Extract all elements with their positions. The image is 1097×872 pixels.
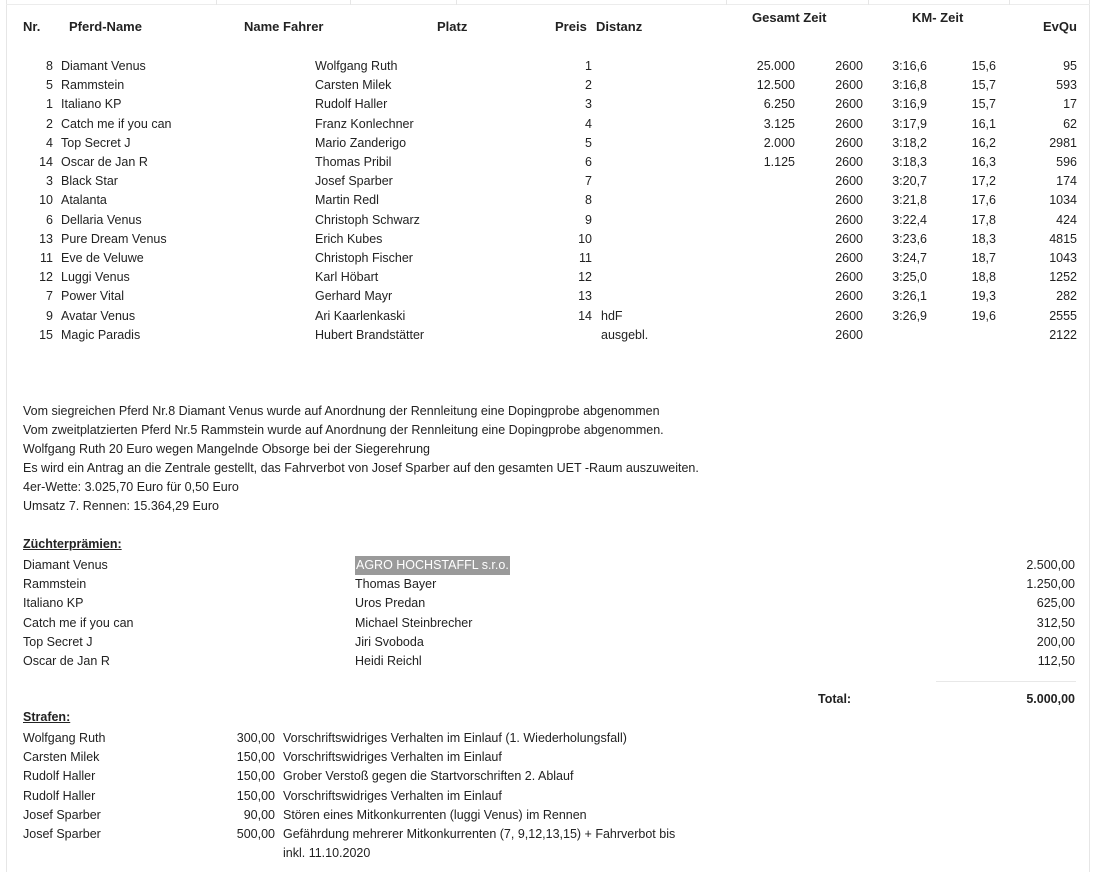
distance: 2600 bbox=[835, 231, 863, 246]
horse-number: 11 bbox=[40, 251, 53, 265]
table-row bbox=[0, 268, 1097, 287]
place: 12 bbox=[578, 270, 592, 285]
distance: 2600 bbox=[835, 251, 863, 265]
table-row bbox=[0, 134, 1097, 153]
total-time: 3:16,6 bbox=[892, 59, 927, 73]
driver-name: Franz Konlechner bbox=[315, 116, 414, 131]
distance: 2600 bbox=[835, 270, 863, 285]
breeder-row bbox=[0, 614, 1097, 633]
km-time: 18,7 bbox=[971, 251, 996, 265]
prize bbox=[715, 268, 795, 287]
evqu: 1034 bbox=[1049, 193, 1077, 208]
horse-number: 12 bbox=[39, 270, 53, 285]
header-evqu: EvQu bbox=[1043, 19, 1077, 34]
breeder-row bbox=[0, 556, 1097, 575]
horse-name: Black Star bbox=[61, 174, 118, 189]
horse-number: 15 bbox=[39, 327, 53, 342]
driver-name: Rudolf Haller bbox=[315, 97, 388, 112]
prize: 12.500 bbox=[756, 78, 795, 93]
prize bbox=[715, 230, 795, 249]
driver-name: Thomas Pribil bbox=[315, 155, 392, 169]
place: 10 bbox=[578, 231, 592, 246]
km-time: 19,3 bbox=[971, 289, 996, 304]
penalty-row bbox=[0, 729, 1097, 748]
breeder-amount: 200,00 bbox=[1036, 634, 1075, 649]
table-row bbox=[0, 211, 1097, 230]
breeder-horse: Oscar de Jan R bbox=[23, 654, 110, 668]
status-note: ausgebl. bbox=[601, 327, 649, 342]
driver-name: Christoph Fischer bbox=[315, 251, 413, 265]
column-tick bbox=[216, 0, 217, 5]
penalties-title: Strafen: bbox=[23, 710, 71, 724]
breeder-row bbox=[0, 652, 1097, 671]
penalty-row bbox=[0, 767, 1097, 786]
distance: 2600 bbox=[835, 308, 863, 323]
prize: 6.250 bbox=[763, 97, 795, 112]
total-time: 3:22,4 bbox=[892, 212, 927, 227]
penalty-driver: Rudolf Haller bbox=[23, 769, 96, 784]
horse-number: 10 bbox=[39, 193, 53, 208]
column-tick bbox=[456, 0, 457, 5]
header-driver-name: Name Fahrer bbox=[244, 19, 324, 34]
total-time: 3:25,0 bbox=[892, 270, 927, 285]
horse-number: 4 bbox=[46, 135, 53, 150]
prize: 3.125 bbox=[763, 116, 795, 131]
penalty-driver: Wolfgang Ruth bbox=[23, 731, 106, 745]
km-time: 15,6 bbox=[971, 59, 996, 73]
horse-name: Dellaria Venus bbox=[61, 212, 142, 227]
horse-number: 13 bbox=[39, 231, 53, 246]
breeder-horse: Rammstein bbox=[23, 577, 87, 592]
driver-name: Karl Höbart bbox=[315, 270, 379, 285]
km-time: 17,8 bbox=[971, 212, 996, 227]
evqu: 17 bbox=[1063, 97, 1077, 112]
km-time: 17,6 bbox=[971, 193, 996, 208]
horse-name: Italiano KP bbox=[61, 97, 122, 112]
breeder-horse: Diamant Venus bbox=[23, 558, 108, 572]
horse-name: Pure Dream Venus bbox=[61, 231, 167, 246]
penalty-reason: Gefährdung mehrerer Mitkonkurrenten (7, 9,12,13,15) + Fahrverbot bis bbox=[283, 827, 676, 841]
place: 1 bbox=[585, 59, 592, 73]
breeder-row bbox=[0, 594, 1097, 613]
prize bbox=[715, 172, 795, 191]
horse-name: Power Vital bbox=[61, 289, 124, 304]
penalty-amount: 150,00 bbox=[236, 769, 275, 784]
table-row bbox=[0, 153, 1097, 172]
place bbox=[552, 326, 592, 345]
breeder-name: Michael Steinbrecher bbox=[355, 615, 473, 630]
evqu: 1252 bbox=[1049, 270, 1077, 285]
penalty-row bbox=[0, 748, 1097, 767]
distance: 2600 bbox=[835, 193, 863, 208]
total-time: 3:18,3 bbox=[892, 155, 927, 169]
horse-name: Magic Paradis bbox=[61, 327, 141, 342]
total-time: 3:26,1 bbox=[892, 289, 927, 304]
place: 7 bbox=[585, 174, 592, 189]
penalty-reason: Vorschriftswidriges Verhalten im Einlauf bbox=[283, 750, 502, 765]
horse-name: Avatar Venus bbox=[61, 308, 136, 323]
driver-name: Carsten Milek bbox=[315, 78, 392, 93]
place: 2 bbox=[585, 78, 592, 93]
table-row bbox=[0, 326, 1097, 345]
km-time: 15,7 bbox=[971, 97, 996, 112]
place: 4 bbox=[585, 116, 592, 131]
prize bbox=[715, 307, 795, 326]
evqu: 1043 bbox=[1049, 251, 1077, 265]
penalty-driver: Josef Sparber bbox=[23, 827, 101, 841]
table-row bbox=[0, 249, 1097, 268]
place: 6 bbox=[585, 155, 592, 169]
total-time: 3:24,7 bbox=[892, 251, 927, 265]
km-time: 16,3 bbox=[971, 155, 996, 169]
breeders-title: Züchterprämien: bbox=[23, 537, 122, 551]
driver-name: Martin Redl bbox=[315, 193, 379, 208]
status-note: hdF bbox=[601, 308, 623, 323]
header-horse-name: Pferd-Name bbox=[69, 19, 142, 34]
note-line: Wolfgang Ruth 20 Euro wegen Mangelnde Obsorge bei der Siegerehrung bbox=[23, 442, 430, 456]
evqu: 424 bbox=[1056, 212, 1077, 227]
distance: 2600 bbox=[835, 78, 863, 93]
header-place: Platz bbox=[437, 19, 468, 34]
driver-name: Hubert Brandstätter bbox=[315, 327, 425, 342]
distance: 2600 bbox=[835, 212, 863, 227]
total-time: 3:20,7 bbox=[892, 174, 927, 189]
penalty-driver: Carsten Milek bbox=[23, 750, 100, 765]
total-divider bbox=[936, 681, 1076, 682]
evqu: 2122 bbox=[1049, 327, 1077, 342]
total-time: 3:18,2 bbox=[892, 135, 927, 150]
distance: 2600 bbox=[835, 174, 863, 189]
horse-name: Rammstein bbox=[61, 78, 125, 93]
table-row bbox=[0, 172, 1097, 191]
header-km-time: KM- Zeit bbox=[912, 10, 964, 25]
note-line: Es wird ein Antrag an die Zentrale gestellt, das Fahrverbot von Josef Sparber auf den gesamten UET -Raum auszuweiten. bbox=[23, 461, 699, 475]
penalty-reason: Stören eines Mitkonkurrenten (luggi Venus) im Rennen bbox=[283, 807, 587, 822]
breeder-row bbox=[0, 633, 1097, 652]
table-row bbox=[0, 57, 1097, 76]
km-time: 19,6 bbox=[971, 308, 996, 323]
total-time: 3:23,6 bbox=[892, 231, 927, 246]
penalty-row bbox=[0, 825, 1097, 860]
place: 3 bbox=[585, 97, 592, 112]
horse-number: 1 bbox=[46, 97, 53, 112]
prize: 25.000 bbox=[756, 59, 795, 73]
prize bbox=[715, 287, 795, 306]
breeder-amount: 1.250,00 bbox=[1026, 577, 1075, 592]
breeder-name: Thomas Bayer bbox=[355, 577, 437, 592]
column-tick bbox=[726, 0, 727, 5]
penalty-amount: 300,00 bbox=[236, 731, 275, 745]
total-time: 3:21,8 bbox=[892, 193, 927, 208]
horse-name: Diamant Venus bbox=[61, 59, 146, 73]
evqu: 4815 bbox=[1049, 231, 1077, 246]
horse-name: Oscar de Jan R bbox=[61, 155, 148, 169]
breeder-name: Uros Predan bbox=[355, 596, 426, 611]
horse-name: Eve de Veluwe bbox=[61, 251, 144, 265]
km-time: 18,3 bbox=[971, 231, 996, 246]
place: 9 bbox=[585, 212, 592, 227]
distance: 2600 bbox=[835, 97, 863, 112]
breeder-amount: 2.500,00 bbox=[1026, 558, 1075, 572]
race-notes bbox=[23, 402, 699, 516]
breeder-name: Jiri Svoboda bbox=[355, 634, 424, 649]
column-tick bbox=[1009, 0, 1010, 5]
penalty-amount: 500,00 bbox=[236, 827, 275, 841]
distance: 2600 bbox=[835, 116, 863, 131]
breeder-horse: Top Secret J bbox=[23, 634, 93, 649]
driver-name: Wolfgang Ruth bbox=[315, 59, 398, 73]
total-time: 3:26,9 bbox=[892, 308, 927, 323]
penalty-amount: 150,00 bbox=[236, 788, 275, 803]
evqu: 593 bbox=[1056, 78, 1077, 93]
table-row bbox=[0, 287, 1097, 306]
evqu: 2981 bbox=[1049, 135, 1077, 150]
column-tick bbox=[868, 0, 869, 5]
horse-name: Catch me if you can bbox=[61, 116, 172, 131]
place: 5 bbox=[585, 135, 592, 150]
prize bbox=[715, 211, 795, 230]
header-prize: Preis bbox=[555, 19, 587, 34]
evqu: 282 bbox=[1056, 289, 1077, 304]
penalty-amount: 90,00 bbox=[243, 807, 275, 822]
table-row bbox=[0, 307, 1097, 326]
evqu: 596 bbox=[1056, 155, 1077, 169]
driver-name: Erich Kubes bbox=[315, 231, 383, 246]
table-row bbox=[0, 230, 1097, 249]
horse-number: 3 bbox=[46, 174, 53, 189]
horse-number: 8 bbox=[46, 59, 53, 73]
horse-name: Atalanta bbox=[61, 193, 107, 208]
note-line: Vom zweitplatzierten Pferd Nr.5 Rammstein wurde auf Anordnung der Rennleitung eine Dopingprobe abgenommen. bbox=[23, 423, 664, 437]
penalty-reason: Vorschriftswidriges Verhalten im Einlauf bbox=[283, 788, 502, 803]
driver-name: Josef Sparber bbox=[315, 174, 393, 189]
header-total-time: Gesamt Zeit bbox=[752, 10, 827, 25]
horse-name: Top Secret J bbox=[61, 135, 131, 150]
total-time: 3:16,9 bbox=[892, 97, 927, 112]
horse-number: 14 bbox=[39, 155, 53, 169]
note-line: Umsatz 7. Rennen: 15.364,29 Euro bbox=[23, 499, 219, 513]
driver-name: Gerhard Mayr bbox=[315, 289, 393, 304]
table-row bbox=[0, 191, 1097, 210]
km-time: 18,8 bbox=[971, 270, 996, 285]
page-border-top bbox=[6, 4, 1090, 5]
breeders-total-label: Total: bbox=[818, 692, 852, 706]
evqu: 95 bbox=[1063, 59, 1077, 73]
breeders-total-value: 5.000,00 bbox=[1026, 692, 1075, 706]
header-distance: Distanz bbox=[596, 19, 643, 34]
driver-name: Ari Kaarlenkaski bbox=[315, 308, 406, 323]
horse-number: 5 bbox=[46, 78, 53, 93]
penalty-reason-continued: inkl. 11.10.2020 bbox=[283, 846, 371, 860]
penalty-reason: Grober Verstoß gegen die Startvorschriften 2. Ablauf bbox=[283, 769, 574, 784]
horse-number: 7 bbox=[46, 289, 53, 304]
breeder-row bbox=[0, 575, 1097, 594]
prize: 1.125 bbox=[763, 155, 795, 169]
driver-name: Christoph Schwarz bbox=[315, 212, 420, 227]
km-time bbox=[950, 326, 996, 345]
place: 8 bbox=[585, 193, 592, 208]
km-time: 16,2 bbox=[971, 135, 996, 150]
prize bbox=[715, 326, 795, 345]
evqu: 62 bbox=[1063, 116, 1077, 131]
table-row bbox=[0, 95, 1097, 114]
breeder-amount: 312,50 bbox=[1036, 615, 1075, 630]
evqu: 2555 bbox=[1049, 308, 1077, 323]
total-time bbox=[872, 326, 927, 345]
horse-number: 2 bbox=[46, 116, 53, 131]
breeder-amount: 625,00 bbox=[1036, 596, 1075, 611]
km-time: 15,7 bbox=[971, 78, 996, 93]
note-line: Vom siegreichen Pferd Nr.8 Diamant Venus wurde auf Anordnung der Rennleitung eine Dopingprobe abgenommen bbox=[23, 404, 660, 418]
distance: 2600 bbox=[835, 135, 863, 150]
prize bbox=[715, 191, 795, 210]
breeder-horse: Catch me if you can bbox=[23, 615, 134, 630]
table-row bbox=[0, 76, 1097, 95]
breeder-amount: 112,50 bbox=[1037, 654, 1075, 668]
header-nr: Nr. bbox=[23, 19, 41, 34]
km-time: 17,2 bbox=[971, 174, 996, 189]
total-time: 3:17,9 bbox=[892, 116, 927, 131]
distance: 2600 bbox=[835, 289, 863, 304]
penalty-amount: 150,00 bbox=[236, 750, 275, 765]
penalty-row bbox=[0, 806, 1097, 825]
place: 14 bbox=[578, 308, 592, 323]
distance: 2600 bbox=[835, 327, 863, 342]
driver-name: Mario Zanderigo bbox=[315, 135, 407, 150]
distance: 2600 bbox=[835, 59, 863, 73]
horse-number: 9 bbox=[46, 308, 53, 323]
table-row bbox=[0, 115, 1097, 134]
place: 11 bbox=[579, 251, 592, 265]
prize bbox=[715, 249, 795, 268]
penalty-reason: Vorschriftswidriges Verhalten im Einlauf (1. Wiederholungsfall) bbox=[283, 731, 627, 745]
place: 13 bbox=[578, 289, 592, 304]
breeder-horse: Italiano KP bbox=[23, 596, 84, 611]
breeder-name: Heidi Reichl bbox=[355, 654, 422, 668]
prize: 2.000 bbox=[763, 135, 795, 150]
km-time: 16,1 bbox=[971, 116, 996, 131]
horse-number: 6 bbox=[46, 212, 53, 227]
note-line: 4er-Wette: 3.025,70 Euro für 0,50 Euro bbox=[23, 480, 239, 494]
penalty-driver: Josef Sparber bbox=[23, 807, 101, 822]
distance: 2600 bbox=[835, 155, 863, 169]
evqu: 174 bbox=[1056, 174, 1077, 189]
breeder-name: AGRO HOCHSTAFFL s.r.o. bbox=[355, 556, 510, 575]
penalty-row bbox=[0, 787, 1097, 806]
penalty-driver: Rudolf Haller bbox=[23, 788, 96, 803]
total-time: 3:16,8 bbox=[892, 78, 927, 93]
column-tick bbox=[350, 0, 351, 5]
horse-name: Luggi Venus bbox=[61, 270, 130, 285]
